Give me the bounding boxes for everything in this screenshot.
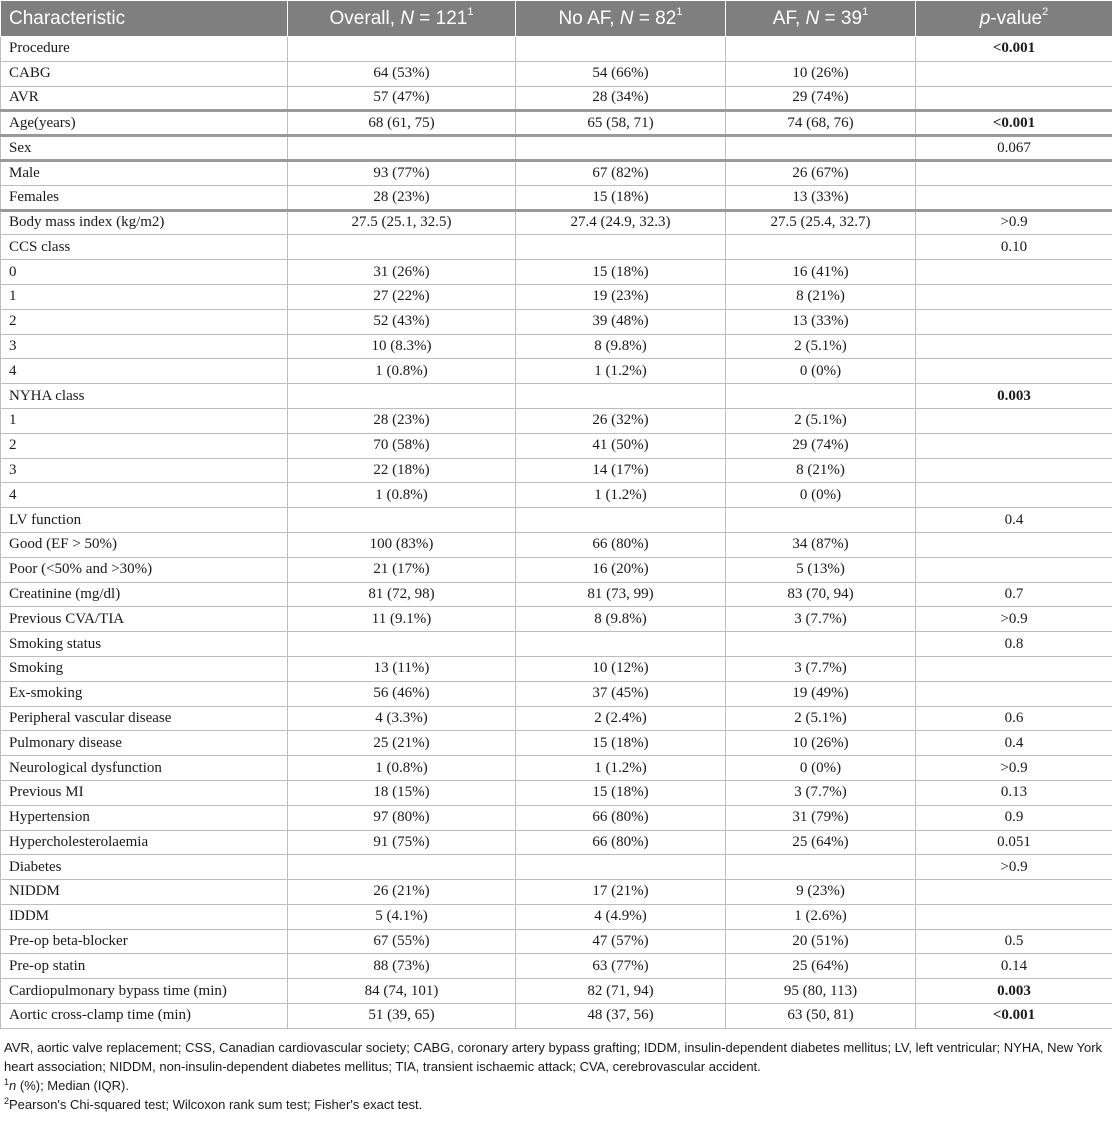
header-noaf-n: N <box>619 7 634 29</box>
cell-af: 8 (21%) <box>726 284 916 309</box>
table-row <box>1 185 1112 210</box>
table-row <box>1 830 1112 855</box>
cell-no-af: 66 (80%) <box>516 830 726 855</box>
cell-no-af <box>516 235 726 260</box>
cell-overall: 97 (80%) <box>288 805 516 830</box>
cell-p-value <box>916 681 1112 706</box>
cell-overall: 28 (23%) <box>288 185 516 210</box>
table-row <box>1 632 1112 657</box>
cell-af: 0 (0%) <box>726 756 916 781</box>
cell-af: 9 (23%) <box>726 880 916 905</box>
row-label: Pulmonary disease <box>1 731 288 756</box>
cell-p-value: >0.9 <box>916 756 1112 781</box>
row-label: Age(years) <box>1 111 288 136</box>
row-label: 0 <box>1 260 288 285</box>
row-label: Sex <box>1 136 288 161</box>
cell-af <box>726 136 916 161</box>
cell-af: 19 (49%) <box>726 681 916 706</box>
cell-no-af <box>516 37 726 62</box>
cell-p-value <box>916 160 1112 185</box>
cell-no-af: 15 (18%) <box>516 780 726 805</box>
row-label: AVR <box>1 86 288 111</box>
cell-p-value: 0.5 <box>916 929 1112 954</box>
cell-no-af: 1 (1.2%) <box>516 756 726 781</box>
header-row <box>1 1 1112 37</box>
cell-no-af <box>516 632 726 657</box>
table-row <box>1 284 1112 309</box>
cell-no-af <box>516 384 726 409</box>
header-af-label: AF, <box>772 7 806 29</box>
cell-no-af <box>516 136 726 161</box>
table-row <box>1 111 1112 136</box>
cell-p-value: 0.003 <box>916 384 1112 409</box>
table-row <box>1 334 1112 359</box>
row-label: Cardiopulmonary bypass time (min) <box>1 979 288 1004</box>
cell-no-af: 26 (32%) <box>516 408 726 433</box>
cell-no-af: 47 (57%) <box>516 929 726 954</box>
cell-af <box>726 508 916 533</box>
cell-p-value: <0.001 <box>916 111 1112 136</box>
cell-af: 29 (74%) <box>726 86 916 111</box>
cell-overall: 4 (3.3%) <box>288 706 516 731</box>
table-row <box>1 880 1112 905</box>
table-row <box>1 433 1112 458</box>
cell-overall: 27 (22%) <box>288 284 516 309</box>
footnote-1-italic: n <box>9 1078 17 1093</box>
table-row <box>1 483 1112 508</box>
cell-no-af: 63 (77%) <box>516 954 726 979</box>
cell-overall: 13 (11%) <box>288 656 516 681</box>
row-label: CCS class <box>1 235 288 260</box>
cell-af: 63 (50, 81) <box>726 1004 916 1029</box>
header-overall-count: = 121 <box>414 7 468 29</box>
cell-overall: 11 (9.1%) <box>288 607 516 632</box>
cell-no-af: 28 (34%) <box>516 86 726 111</box>
row-label: CABG <box>1 61 288 86</box>
cell-no-af: 4 (4.9%) <box>516 904 726 929</box>
cell-af: 13 (33%) <box>726 185 916 210</box>
row-label: Ex-smoking <box>1 681 288 706</box>
cell-no-af: 10 (12%) <box>516 656 726 681</box>
header-af-count: = 39 <box>819 7 863 29</box>
cell-overall: 26 (21%) <box>288 880 516 905</box>
cell-overall: 81 (72, 98) <box>288 582 516 607</box>
cell-p-value <box>916 408 1112 433</box>
cell-no-af: 67 (82%) <box>516 160 726 185</box>
cell-af: 0 (0%) <box>726 359 916 384</box>
table-row <box>1 582 1112 607</box>
cell-overall: 100 (83%) <box>288 532 516 557</box>
cell-no-af <box>516 508 726 533</box>
header-noaf-label: No AF, <box>558 7 620 29</box>
table-row <box>1 979 1112 1004</box>
cell-p-value: 0.7 <box>916 582 1112 607</box>
cell-no-af: 1 (1.2%) <box>516 359 726 384</box>
cell-p-value: >0.9 <box>916 607 1112 632</box>
cell-af: 34 (87%) <box>726 532 916 557</box>
cell-overall: 27.5 (25.1, 32.5) <box>288 210 516 235</box>
row-label: 2 <box>1 309 288 334</box>
row-label: Smoking status <box>1 632 288 657</box>
cell-p-value: 0.9 <box>916 805 1112 830</box>
header-overall-label: Overall, <box>329 7 401 29</box>
cell-p-value: 0.067 <box>916 136 1112 161</box>
header-af-n: N <box>805 7 820 29</box>
header-noaf-footnote-mark: 1 <box>676 5 683 18</box>
row-label: Pre-op beta-blocker <box>1 929 288 954</box>
table-row <box>1 136 1112 161</box>
table-row <box>1 780 1112 805</box>
cell-overall: 1 (0.8%) <box>288 483 516 508</box>
table-row <box>1 458 1112 483</box>
cell-no-af: 2 (2.4%) <box>516 706 726 731</box>
row-label: 4 <box>1 359 288 384</box>
cell-p-value <box>916 880 1112 905</box>
abbreviations-note: AVR, aortic valve replacement; CSS, Canadian cardiovascular society; CABG, coronary artery bypass grafting; IDDM, insulin-dependent diabetes mellitus; LV, left ventricular; NYHA, New York heart association; NIDDM, non-insulin-dependent diabetes mellitus; TIA, transient ischaemic attack; CVA, cerebrovascular accident. <box>4 1040 1103 1074</box>
cell-overall <box>288 855 516 880</box>
row-label: Hypercholesterolaemia <box>1 830 288 855</box>
cell-overall: 70 (58%) <box>288 433 516 458</box>
cell-overall <box>288 136 516 161</box>
footnote-2-text: Pearson's Chi-squared test; Wilcoxon rank sum test; Fisher's exact test. <box>9 1097 423 1112</box>
header-af <box>726 1 916 37</box>
table-row <box>1 731 1112 756</box>
cell-p-value <box>916 86 1112 111</box>
cell-no-af: 27.4 (24.9, 32.3) <box>516 210 726 235</box>
table-row <box>1 557 1112 582</box>
cell-no-af: 14 (17%) <box>516 458 726 483</box>
cell-no-af: 15 (18%) <box>516 185 726 210</box>
cell-overall: 67 (55%) <box>288 929 516 954</box>
cell-af <box>726 37 916 62</box>
cell-af <box>726 855 916 880</box>
cell-af: 10 (26%) <box>726 731 916 756</box>
table-footnotes <box>4 1038 1108 1114</box>
cell-p-value: >0.9 <box>916 210 1112 235</box>
cell-p-value <box>916 458 1112 483</box>
cell-overall: 28 (23%) <box>288 408 516 433</box>
cell-overall <box>288 632 516 657</box>
row-label: LV function <box>1 508 288 533</box>
cell-no-af: 66 (80%) <box>516 805 726 830</box>
cell-no-af: 19 (23%) <box>516 284 726 309</box>
table-row <box>1 756 1112 781</box>
row-label: 1 <box>1 284 288 309</box>
row-label: 3 <box>1 334 288 359</box>
cell-no-af: 81 (73, 99) <box>516 582 726 607</box>
header-p-rest: -value <box>990 7 1043 29</box>
table-row <box>1 408 1112 433</box>
cell-overall: 10 (8.3%) <box>288 334 516 359</box>
cell-p-value <box>916 61 1112 86</box>
row-label: Hypertension <box>1 805 288 830</box>
cell-p-value: 0.003 <box>916 979 1112 1004</box>
cell-overall: 84 (74, 101) <box>288 979 516 1004</box>
header-no-af <box>516 1 726 37</box>
cell-af <box>726 235 916 260</box>
cell-overall: 68 (61, 75) <box>288 111 516 136</box>
row-label: Neurological dysfunction <box>1 756 288 781</box>
cell-p-value: >0.9 <box>916 855 1112 880</box>
table-row <box>1 954 1112 979</box>
cell-no-af <box>516 855 726 880</box>
cell-p-value: <0.001 <box>916 1004 1112 1029</box>
cell-no-af: 16 (20%) <box>516 557 726 582</box>
cell-p-value <box>916 359 1112 384</box>
cell-p-value: 0.051 <box>916 830 1112 855</box>
cell-no-af: 17 (21%) <box>516 880 726 905</box>
cell-no-af: 82 (71, 94) <box>516 979 726 1004</box>
row-label: 2 <box>1 433 288 458</box>
row-label: Previous CVA/TIA <box>1 607 288 632</box>
row-label: 4 <box>1 483 288 508</box>
cell-p-value: 0.14 <box>916 954 1112 979</box>
cell-af: 29 (74%) <box>726 433 916 458</box>
table-row <box>1 706 1112 731</box>
cell-af: 20 (51%) <box>726 929 916 954</box>
cell-af: 3 (7.7%) <box>726 607 916 632</box>
cell-af: 95 (80, 113) <box>726 979 916 1004</box>
row-label: 3 <box>1 458 288 483</box>
cell-no-af: 8 (9.8%) <box>516 607 726 632</box>
cell-af: 1 (2.6%) <box>726 904 916 929</box>
cell-overall: 64 (53%) <box>288 61 516 86</box>
cell-p-value <box>916 557 1112 582</box>
cell-af: 3 (7.7%) <box>726 656 916 681</box>
table-row <box>1 681 1112 706</box>
table-row <box>1 359 1112 384</box>
cell-no-af: 37 (45%) <box>516 681 726 706</box>
cell-af: 2 (5.1%) <box>726 408 916 433</box>
cell-p-value: 0.13 <box>916 780 1112 805</box>
cell-no-af: 65 (58, 71) <box>516 111 726 136</box>
cell-overall: 18 (15%) <box>288 780 516 805</box>
cell-no-af: 1 (1.2%) <box>516 483 726 508</box>
cell-p-value: 0.4 <box>916 508 1112 533</box>
cell-overall <box>288 508 516 533</box>
table-row <box>1 656 1112 681</box>
cell-overall: 88 (73%) <box>288 954 516 979</box>
table-row <box>1 235 1112 260</box>
cell-p-value: 0.10 <box>916 235 1112 260</box>
cell-p-value <box>916 185 1112 210</box>
cell-p-value <box>916 532 1112 557</box>
row-label: IDDM <box>1 904 288 929</box>
cell-af: 26 (67%) <box>726 160 916 185</box>
cell-overall: 25 (21%) <box>288 731 516 756</box>
cell-af: 83 (70, 94) <box>726 582 916 607</box>
cell-no-af: 66 (80%) <box>516 532 726 557</box>
header-p-footnote-mark: 2 <box>1042 5 1049 18</box>
table-row <box>1 1004 1112 1029</box>
header-p-value <box>916 1 1112 37</box>
cell-af <box>726 384 916 409</box>
cell-af: 16 (41%) <box>726 260 916 285</box>
cell-af: 5 (13%) <box>726 557 916 582</box>
table-row <box>1 37 1112 62</box>
cell-af: 74 (68, 76) <box>726 111 916 136</box>
header-overall-footnote-mark: 1 <box>467 5 474 18</box>
cell-no-af: 48 (37, 56) <box>516 1004 726 1029</box>
header-p-italic: p <box>979 7 991 29</box>
row-label: Peripheral vascular disease <box>1 706 288 731</box>
row-label: Creatinine (mg/dl) <box>1 582 288 607</box>
row-label: Diabetes <box>1 855 288 880</box>
table-header <box>1 1 1112 37</box>
table-row <box>1 61 1112 86</box>
cell-overall: 1 (0.8%) <box>288 359 516 384</box>
row-label: NIDDM <box>1 880 288 905</box>
cell-p-value: <0.001 <box>916 37 1112 62</box>
cell-overall: 5 (4.1%) <box>288 904 516 929</box>
cell-no-af: 15 (18%) <box>516 731 726 756</box>
cell-af: 2 (5.1%) <box>726 334 916 359</box>
cell-af: 10 (26%) <box>726 61 916 86</box>
table-body <box>1 37 1112 1029</box>
cell-no-af: 41 (50%) <box>516 433 726 458</box>
cell-af: 25 (64%) <box>726 954 916 979</box>
cell-p-value <box>916 483 1112 508</box>
footnote-2 <box>4 1095 1108 1114</box>
row-label: Good (EF > 50%) <box>1 532 288 557</box>
cell-p-value: 0.4 <box>916 731 1112 756</box>
cell-p-value <box>916 656 1112 681</box>
header-characteristic <box>1 1 288 37</box>
row-label: Smoking <box>1 656 288 681</box>
cell-af: 31 (79%) <box>726 805 916 830</box>
cell-overall: 51 (39, 65) <box>288 1004 516 1029</box>
cell-no-af: 54 (66%) <box>516 61 726 86</box>
footnote-1-mark: 1 <box>4 1077 10 1087</box>
cell-p-value <box>916 334 1112 359</box>
header-overall-n: N <box>400 7 414 29</box>
cell-overall: 21 (17%) <box>288 557 516 582</box>
cell-overall: 57 (47%) <box>288 86 516 111</box>
footnote-2-mark: 2 <box>4 1096 10 1106</box>
table-row <box>1 384 1112 409</box>
table-row <box>1 532 1112 557</box>
cell-af: 13 (33%) <box>726 309 916 334</box>
cell-no-af: 8 (9.8%) <box>516 334 726 359</box>
footnote-1 <box>4 1076 1108 1095</box>
cell-overall: 1 (0.8%) <box>288 756 516 781</box>
table-row <box>1 805 1112 830</box>
row-label: Previous MI <box>1 780 288 805</box>
cell-overall: 91 (75%) <box>288 830 516 855</box>
cell-af: 2 (5.1%) <box>726 706 916 731</box>
table-row <box>1 508 1112 533</box>
row-label: Females <box>1 185 288 210</box>
cell-af: 25 (64%) <box>726 830 916 855</box>
cell-p-value <box>916 904 1112 929</box>
row-label: Poor (<50% and >30%) <box>1 557 288 582</box>
header-noaf-count: = 82 <box>633 7 677 29</box>
cell-overall: 22 (18%) <box>288 458 516 483</box>
cell-overall: 56 (46%) <box>288 681 516 706</box>
table-row <box>1 607 1112 632</box>
header-characteristic-text: Characteristic <box>9 7 126 29</box>
footnote-1-text: (%); Median (IQR). <box>16 1078 129 1093</box>
header-overall <box>288 1 516 37</box>
table-row <box>1 309 1112 334</box>
cell-af <box>726 632 916 657</box>
row-label: NYHA class <box>1 384 288 409</box>
cell-af: 27.5 (25.4, 32.7) <box>726 210 916 235</box>
cell-p-value <box>916 433 1112 458</box>
cell-p-value <box>916 260 1112 285</box>
row-label: 1 <box>1 408 288 433</box>
cell-overall: 31 (26%) <box>288 260 516 285</box>
table-row <box>1 86 1112 111</box>
cell-p-value <box>916 284 1112 309</box>
row-label: Pre-op statin <box>1 954 288 979</box>
cell-p-value <box>916 309 1112 334</box>
row-label: Procedure <box>1 37 288 62</box>
row-label: Aortic cross-clamp time (min) <box>1 1004 288 1029</box>
cell-overall: 93 (77%) <box>288 160 516 185</box>
cell-no-af: 15 (18%) <box>516 260 726 285</box>
table-row <box>1 904 1112 929</box>
header-af-footnote-mark: 1 <box>862 5 869 18</box>
cell-af: 3 (7.7%) <box>726 780 916 805</box>
cell-af: 8 (21%) <box>726 458 916 483</box>
table-row <box>1 929 1112 954</box>
table-row <box>1 210 1112 235</box>
row-label: Male <box>1 160 288 185</box>
row-label: Body mass index (kg/m2) <box>1 210 288 235</box>
cell-no-af: 39 (48%) <box>516 309 726 334</box>
cell-overall: 52 (43%) <box>288 309 516 334</box>
cell-overall <box>288 384 516 409</box>
cell-overall <box>288 37 516 62</box>
table-row <box>1 160 1112 185</box>
cell-p-value: 0.8 <box>916 632 1112 657</box>
cell-p-value: 0.6 <box>916 706 1112 731</box>
cell-af: 0 (0%) <box>726 483 916 508</box>
cell-overall <box>288 235 516 260</box>
table-row <box>1 260 1112 285</box>
table-row <box>1 855 1112 880</box>
